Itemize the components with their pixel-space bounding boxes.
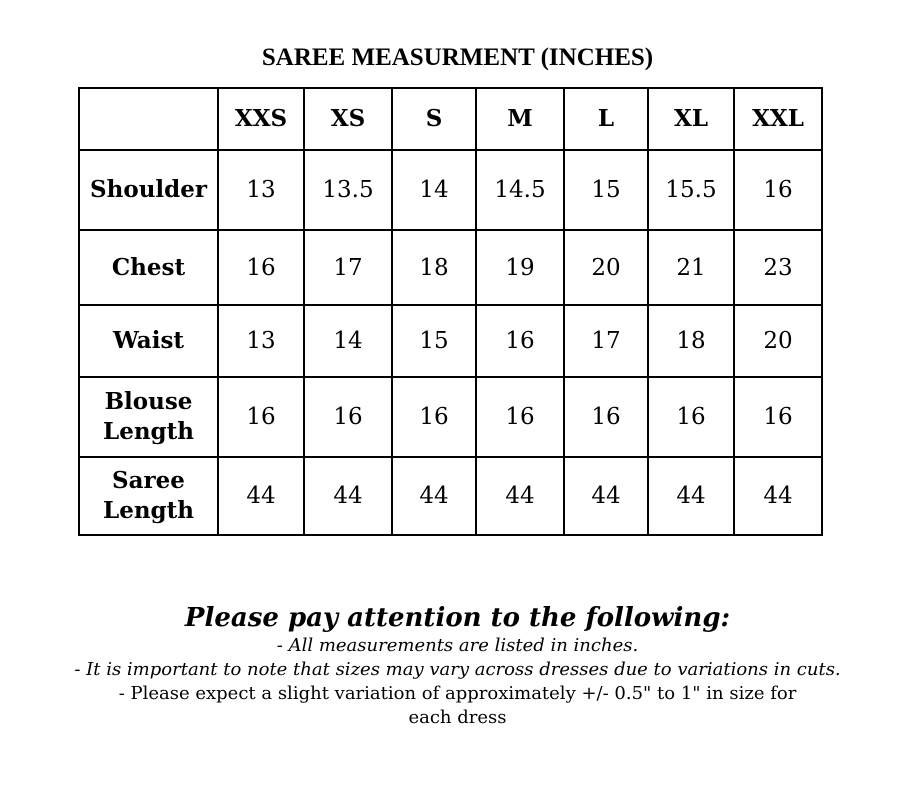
row-label-line: Saree [112, 467, 185, 494]
notes-heading: Please pay attention to the following: [184, 603, 731, 633]
row-label-chest: Chest [79, 230, 218, 305]
size-header-xxs: XXS [218, 88, 304, 150]
row-label-saree-length [79, 457, 218, 535]
table-cell: 16 [564, 377, 648, 457]
table-cell: 18 [648, 305, 734, 377]
table-cell: 16 [218, 377, 304, 457]
table-cell: 44 [476, 457, 564, 535]
table-cell: 44 [564, 457, 648, 535]
row-label-waist: Waist [79, 305, 218, 377]
table-cell: 20 [564, 230, 648, 305]
table-row-blouse-length [79, 377, 822, 457]
table-cell: 16 [392, 377, 476, 457]
size-header-xxl: XXL [734, 88, 822, 150]
table-cell: 14 [392, 150, 476, 230]
row-label-blouse-length [79, 377, 218, 457]
row-label-line: Blouse [104, 388, 193, 415]
table-cell: 16 [304, 377, 392, 457]
note-line: - All measurements are listed in inches. [276, 635, 639, 656]
table-cell: 13 [218, 150, 304, 230]
note-line: - It is important to note that sizes may vary across dresses due to variations in cuts. [74, 659, 841, 680]
table-cell: 17 [304, 230, 392, 305]
table-cell: 18 [392, 230, 476, 305]
size-header-s: S [392, 88, 476, 150]
table-cell: 23 [734, 230, 822, 305]
table-cell: 14 [304, 305, 392, 377]
table-cell: 17 [564, 305, 648, 377]
table-cell: 16 [734, 150, 822, 230]
table-cell: 13 [218, 305, 304, 377]
table-cell: 44 [648, 457, 734, 535]
table-cell: 44 [304, 457, 392, 535]
table-row-shoulder [79, 150, 822, 230]
table-cell: 16 [734, 377, 822, 457]
table-cell: 21 [648, 230, 734, 305]
table-row-saree-length [79, 457, 822, 535]
table-cell: 15 [392, 305, 476, 377]
size-header-l: L [564, 88, 648, 150]
table-cell: 15.5 [648, 150, 734, 230]
table-cell: 44 [734, 457, 822, 535]
table-row-waist [79, 305, 822, 377]
size-header-xs: XS [304, 88, 392, 150]
table-cell: 16 [218, 230, 304, 305]
table-cell: 16 [648, 377, 734, 457]
page-title: SAREE MEASURMENT (INCHES) [261, 44, 654, 71]
table-cell: 15 [564, 150, 648, 230]
table-cell: 16 [476, 305, 564, 377]
table-header-row [79, 88, 822, 150]
size-header-m: M [476, 88, 564, 150]
table-cell: 44 [392, 457, 476, 535]
table-cell: 20 [734, 305, 822, 377]
size-header-xl: XL [648, 88, 734, 150]
table-row-chest [79, 230, 822, 305]
row-label-line: Length [103, 497, 194, 524]
row-label-line: Length [103, 418, 194, 445]
note-line: - Please expect a slight variation of approximately +/- 0.5" to 1" in size for each dress [118, 683, 797, 728]
corner-cell [79, 88, 218, 150]
table-cell: 44 [218, 457, 304, 535]
table-cell: 14.5 [476, 150, 564, 230]
notes-section [0, 602, 915, 730]
table-cell: 19 [476, 230, 564, 305]
row-label-shoulder: Shoulder [79, 150, 218, 230]
size-chart-table [78, 87, 823, 536]
table-cell: 13.5 [304, 150, 392, 230]
table-cell: 16 [476, 377, 564, 457]
